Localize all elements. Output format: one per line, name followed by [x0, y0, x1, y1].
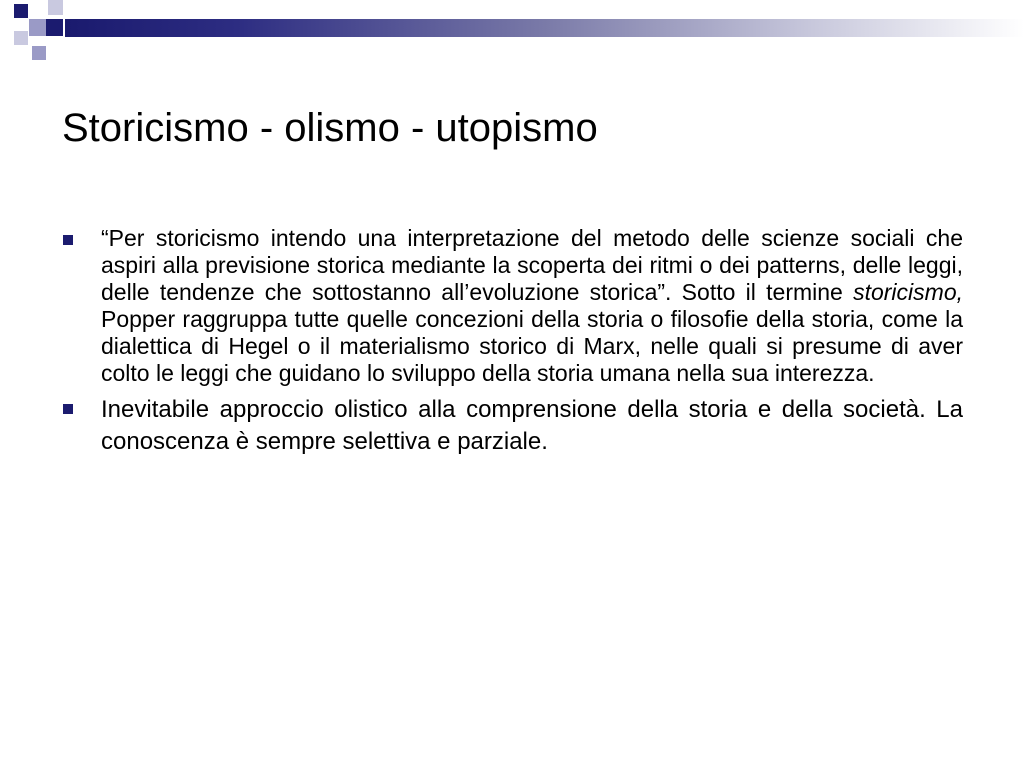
square-bullet-icon — [63, 235, 73, 245]
square-bullet-icon — [63, 404, 73, 414]
slide-title: Storicismo - olismo - utopismo — [62, 106, 598, 150]
bullet-item — [63, 225, 963, 387]
bullet-text-italic: storicismo, — [853, 279, 963, 305]
decorative-square — [48, 0, 63, 15]
decorative-square — [32, 46, 46, 60]
decorative-square — [46, 19, 63, 36]
bullet-text — [101, 225, 963, 387]
decorative-square — [29, 19, 46, 36]
decorative-square — [14, 31, 28, 45]
header-gradient-band — [65, 19, 1024, 37]
bullet-item — [63, 394, 963, 458]
bullet-text-part: “Per storicismo intendo una interpretazione del metodo delle scienze sociali che aspiri alla previsione storica mediante la scoperta dei ritmi o dei patterns, delle leggi, delle tendenze che sottostanno all’evoluzione storica”. Sotto il termine — [101, 225, 963, 305]
decorative-square — [14, 4, 28, 18]
bullet-text: Inevitabile approccio olistico alla comprensione della storia e della società. La conoscenza è sempre selettiva e parziale. — [101, 396, 963, 455]
bullet-text-part: Popper raggruppa tutte quelle concezioni della storia o filosofie della storia, come la dialettica di Hegel o il materialismo storico di Marx, nelle quali si presume di aver colto le leggi che guidano lo sviluppo della storia umana nella sua interezza. — [101, 306, 963, 386]
bullet-list — [63, 225, 963, 465]
